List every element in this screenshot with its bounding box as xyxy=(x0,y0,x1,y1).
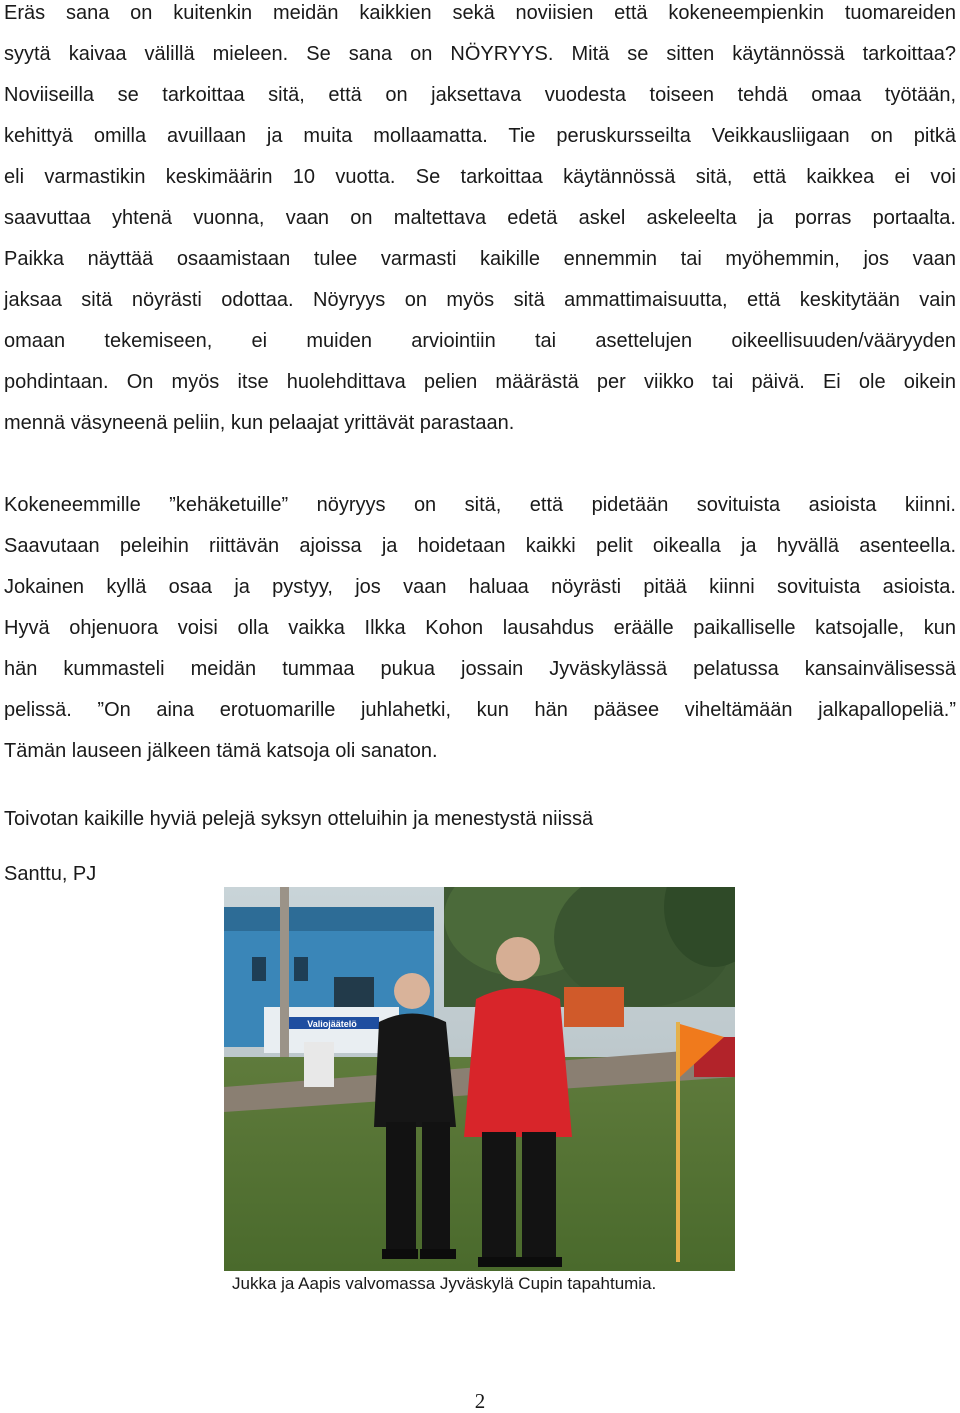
closing-wishes: Toivotan kaikille hyviä pelejä syksyn otteluihin ja menestystä niissä xyxy=(4,808,594,830)
text-line: hän kummasteli meidän tummaa pukua jossain Jyväskylässä pelatussa kansainvälisessä xyxy=(4,658,956,680)
text-line: Hyvä ohjenuora voisi olla vaikka Ilkka Kohon lausahdus eräälle paikalliselle katsojalle, kun xyxy=(4,617,956,639)
text-line: syytä kaivaa välillä mieleen. Se sana on NÖYRYYS. Mitä se sitten käytännössä tarkoittaa? xyxy=(4,43,956,65)
text-line: Tämän lauseen jälkeen tämä katsoja oli sanaton. xyxy=(4,740,438,762)
photo-caption: Jukka ja Aapis valvomassa Jyväskylä Cupin tapahtumia. xyxy=(232,1274,657,1293)
text-line: Paikka näyttää osaamistaan tulee varmasti kaikille ennemmin tai myöhemmin, jos vaan xyxy=(4,248,956,270)
paragraph-kehäketut xyxy=(4,485,956,772)
text-line: jaksaa sitä nöyrästi odottaa. Nöyryys on myös sitä ammattimaisuutta, että keskitytään vain xyxy=(4,289,956,311)
text-line: Kokeneemmille ”kehäketuille” nöyryys on sitä, että pidetään sovituista asioista kiinni. xyxy=(4,494,956,516)
text-line: eli varmastikin keskimäärin 10 vuotta. Se tarkoittaa käytännössä sitä, että kaikkea ei voi xyxy=(4,166,956,188)
paragraph-nöyryys xyxy=(4,0,956,444)
text-line: Noviiseilla se tarkoittaa sitä, että on jaksettava vuodesta toiseen tehdä omaa työtään, xyxy=(4,84,956,106)
text-line: Saavutaan peleihin riittävän ajoissa ja hoidetaan kaikki pelit oikealla ja hyvällä asenteella. xyxy=(4,535,956,557)
text-line: mennä väsyneenä peliin, kun pelaajat yrittävät parastaan. xyxy=(4,412,515,434)
text-line: Eräs sana on kuitenkin meidän kaikkien sekä noviisien että kokeneempienkin tuomareiden xyxy=(4,2,956,24)
text-line: Jokainen kyllä osaa ja pystyy, jos vaan haluaa nöyrästi pitää kiinni sovituista asioista. xyxy=(4,576,956,598)
text-line: pelissä. ”On aina erotuomarille juhlahetki, kun hän pääsee viheltämään jalkapallopeliä.” xyxy=(4,699,956,721)
referees-photo xyxy=(224,887,735,1271)
signature: Santtu, PJ xyxy=(4,863,97,885)
text-line: omaan tekemiseen, ei muiden arviointiin tai asettelujen oikeellisuuden/vääryyden xyxy=(4,330,956,352)
text-line: pohdintaan. On myös itse huolehdittava pelien määrästä per viikko tai päivä. Ei ole oikein xyxy=(4,371,956,393)
trailer-text: Valiojäätelö xyxy=(307,1019,357,1029)
text-line: saavuttaa yhtenä vuonna, vaan on maltettava edetä askel askeleelta ja porras portaalta. xyxy=(4,207,956,229)
page-number: 2 xyxy=(474,1389,486,1413)
text-line: kehittyä omilla avuillaan ja muita mollaamatta. Tie peruskursseilta Veikkausliigaan on pitkä xyxy=(4,125,956,147)
